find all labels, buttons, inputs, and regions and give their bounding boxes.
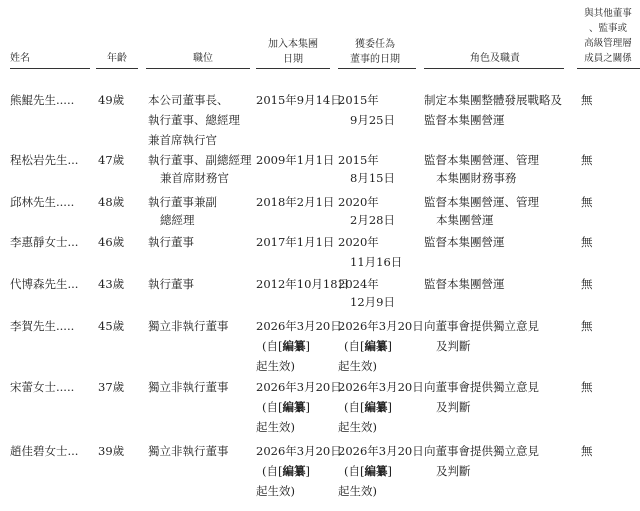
row-name: 程松岩先生... xyxy=(10,153,79,167)
row-age: 45歲 xyxy=(98,319,125,333)
appointed-prefix: (自[ xyxy=(344,339,365,353)
row-joined-line1: 2026年3月20日 xyxy=(256,319,342,333)
row-position-line1: 獨立非執行董事 xyxy=(148,319,229,333)
header-rule-name xyxy=(10,68,90,69)
row-position-line1: 執行董事、副總經理 xyxy=(148,153,252,167)
appointed-redacted: 編纂 xyxy=(364,400,388,414)
joined-prefix: (自[ xyxy=(262,464,283,478)
joined-suffix: ] xyxy=(305,339,310,353)
row-position-line2: 兼首席財務官 xyxy=(160,171,229,185)
row-appointed-line1: 2015年 xyxy=(338,153,379,167)
header-rule-age xyxy=(96,68,138,69)
row-relationship: 無 xyxy=(581,93,593,107)
appointed-redacted: 編纂 xyxy=(364,464,388,478)
row-joined: 2015年9月14日 xyxy=(256,93,342,107)
appointed-suffix: ] xyxy=(387,339,392,353)
row-role-line1: 向董事會提供獨立意見 xyxy=(424,444,539,458)
joined-redacted: 編纂 xyxy=(282,400,306,414)
row-name: 代博森先生... xyxy=(10,277,79,291)
row-position-line1: 執行董事 xyxy=(148,277,194,291)
row-role-line2: 監督本集團營運 xyxy=(424,113,505,127)
row-age: 49歲 xyxy=(98,93,125,107)
row-role-line1: 監督本集團營運 xyxy=(424,235,505,249)
row-name: 宋蕾女士..... xyxy=(10,380,75,394)
row-position-line2: 總經理 xyxy=(160,213,195,227)
row-joined-line3: 起生效) xyxy=(256,420,295,434)
row-age: 43歲 xyxy=(98,277,125,291)
header-name: 姓名 xyxy=(10,53,30,64)
row-appointed-line1: 2026年3月20日 xyxy=(338,380,424,394)
row-position-line3: 兼首席執行官 xyxy=(148,133,217,147)
row-joined-line2 xyxy=(262,336,310,356)
header-joined-line1: 加入本集團 xyxy=(268,39,318,50)
header-relationship-line4: 成員之關係 xyxy=(584,53,632,64)
row-name: 趙佳碧女士... xyxy=(10,444,79,458)
row-appointed-line3: 起生效) xyxy=(338,484,377,498)
row-position-line1: 執行董事兼副 xyxy=(148,195,217,209)
row-role-line2: 本集團營運 xyxy=(436,213,494,227)
joined-redacted: 編纂 xyxy=(282,464,306,478)
header-rule-role xyxy=(424,68,564,69)
row-role-line2: 及判斷 xyxy=(436,464,471,478)
row-position-line1: 執行董事 xyxy=(148,235,194,249)
header-rule-position xyxy=(146,68,250,69)
row-appointed-line2 xyxy=(344,397,392,417)
row-appointed-line3: 起生效) xyxy=(338,359,377,373)
row-appointed-line1: 2020年 xyxy=(338,195,379,209)
appointed-prefix: (自[ xyxy=(344,464,365,478)
header-rule-joined xyxy=(256,68,330,69)
row-joined: 2017年1月1日 xyxy=(256,235,335,249)
row-relationship: 無 xyxy=(581,153,593,167)
row-relationship: 無 xyxy=(581,380,593,394)
row-joined-line3: 起生效) xyxy=(256,359,295,373)
header-appointed-line2: 董事的日期 xyxy=(350,54,400,65)
appointed-redacted: 編纂 xyxy=(364,339,388,353)
row-appointed-line2 xyxy=(344,336,392,356)
row-role-line2: 及判斷 xyxy=(436,400,471,414)
appointed-prefix: (自[ xyxy=(344,400,365,414)
row-age: 37歲 xyxy=(98,380,125,394)
row-appointed-line2 xyxy=(344,461,392,481)
joined-prefix: (自[ xyxy=(262,339,283,353)
row-joined-line1: 2026年3月20日 xyxy=(256,380,342,394)
row-name: 李惠靜女士... xyxy=(10,235,79,249)
header-relationship-line2: 、監事或 xyxy=(588,23,627,34)
row-relationship: 無 xyxy=(581,235,593,249)
row-appointed-line1: 2015年 xyxy=(338,93,379,107)
joined-suffix: ] xyxy=(305,400,310,414)
row-joined: 2018年2月1日 xyxy=(256,195,335,209)
row-position-line2: 執行董事、總經理 xyxy=(148,113,240,127)
appointed-suffix: ] xyxy=(387,400,392,414)
row-appointed-line1: 2026年3月20日 xyxy=(338,319,424,333)
row-role-line1: 監督本集團營運、管理 xyxy=(424,153,539,167)
row-age: 39歲 xyxy=(98,444,125,458)
row-role-line1: 制定本集團整體發展戰略及 xyxy=(424,93,562,107)
row-name: 邱林先生..... xyxy=(10,195,75,209)
row-appointed-line3: 起生效) xyxy=(338,420,377,434)
row-role-line1: 向董事會提供獨立意見 xyxy=(424,380,539,394)
row-appointed-line2: 2月28日 xyxy=(350,213,395,227)
row-age: 48歲 xyxy=(98,195,125,209)
header-position: 職位 xyxy=(193,53,213,64)
header-age: 年齡 xyxy=(107,53,127,64)
header-role: 角色及職責 xyxy=(470,53,520,64)
row-age: 47歲 xyxy=(98,153,125,167)
row-appointed-line1: 2020年 xyxy=(338,235,379,249)
row-relationship: 無 xyxy=(581,195,593,209)
row-appointed-line2: 9月25日 xyxy=(350,113,395,127)
joined-suffix: ] xyxy=(305,464,310,478)
row-joined-line2 xyxy=(262,397,310,417)
row-role-line2: 本集團財務事務 xyxy=(436,171,517,185)
row-position-line1: 本公司董事長、 xyxy=(148,93,229,107)
row-joined-line3: 起生效) xyxy=(256,484,295,498)
row-age: 46歲 xyxy=(98,235,125,249)
joined-redacted: 編纂 xyxy=(282,339,306,353)
row-name: 李賀先生..... xyxy=(10,319,75,333)
header-appointed-line1: 獲委任為 xyxy=(355,39,395,50)
row-name: 熊鯤先生..... xyxy=(10,93,75,107)
row-appointed-line2: 8月15日 xyxy=(350,171,395,185)
row-appointed-line2: 11月16日 xyxy=(350,255,403,269)
row-joined: 2012年10月18日 xyxy=(256,277,350,291)
header-joined-line2: 日期 xyxy=(283,54,303,65)
row-position-line1: 獨立非執行董事 xyxy=(148,444,229,458)
row-appointed-line1: 2026年3月20日 xyxy=(338,444,424,458)
row-appointed-line1: 2024年 xyxy=(338,277,379,291)
row-relationship: 無 xyxy=(581,444,593,458)
row-position-line1: 獨立非執行董事 xyxy=(148,380,229,394)
header-relationship-line1: 與其他董事 xyxy=(584,8,632,19)
header-rule-relationship xyxy=(577,68,640,69)
row-role-line1: 監督本集團營運、管理 xyxy=(424,195,539,209)
row-joined-line2 xyxy=(262,461,310,481)
header-relationship xyxy=(575,6,640,66)
appointed-suffix: ] xyxy=(387,464,392,478)
row-relationship: 無 xyxy=(581,277,593,291)
row-joined: 2009年1月1日 xyxy=(256,153,335,167)
joined-prefix: (自[ xyxy=(262,400,283,414)
row-appointed-line2: 12月9日 xyxy=(350,295,395,309)
header-joined xyxy=(258,37,328,67)
row-role-line1: 監督本集團營運 xyxy=(424,277,505,291)
row-joined-line1: 2026年3月20日 xyxy=(256,444,342,458)
header-relationship-line3: 高級管理層 xyxy=(584,38,632,49)
row-role-line1: 向董事會提供獨立意見 xyxy=(424,319,539,333)
row-role-line2: 及判斷 xyxy=(436,339,471,353)
header-appointed xyxy=(335,37,415,67)
row-relationship: 無 xyxy=(581,319,593,333)
header-rule-appointed xyxy=(338,68,416,69)
